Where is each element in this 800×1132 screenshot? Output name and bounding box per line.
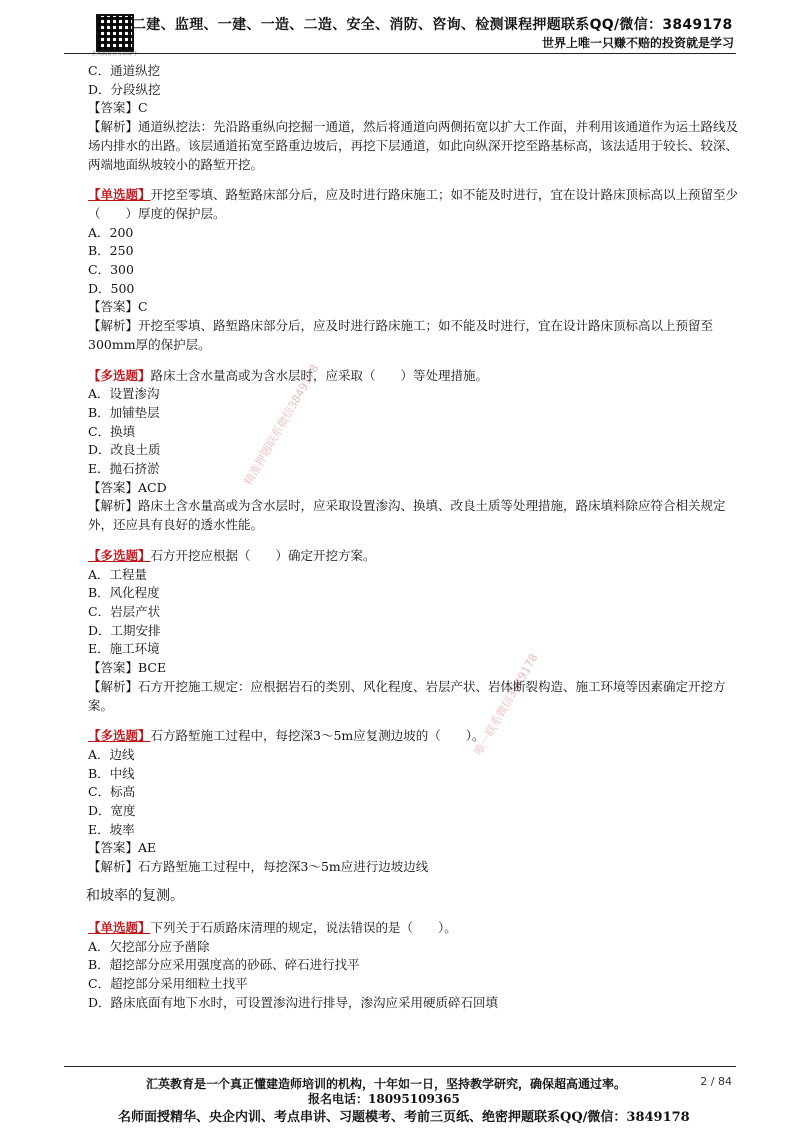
page-header xyxy=(0,0,800,64)
question-stem: 下列关于石质路床清理的规定，说法错误的是（ ）。 xyxy=(150,919,457,935)
option: B．250 xyxy=(88,243,134,259)
option: B．加铺垫层 xyxy=(88,404,160,420)
footer-phone: 报名电话：18095109365 xyxy=(308,1092,460,1106)
option: D．宽度 xyxy=(88,803,136,819)
option: E．施工环境 xyxy=(88,641,160,657)
page-number: 2 / 84 xyxy=(700,1075,732,1088)
answer: 【答案】C xyxy=(88,100,148,116)
footer-tagline: 汇英教育是一个真正懂建造师培训的机构，十年如一日，坚持教学研究，确保超高通过率。 xyxy=(146,1077,627,1091)
question-stem: 开挖至零填、路堑路床部分后，应及时进行路床施工；如不能及时进行，宜在设计路床顶标高以上预留至少（ ）厚度的保护层。 xyxy=(88,187,739,221)
analysis: 【解析】石方开挖施工规定：应根据岩石的类别、风化程度、岩层产状、岩体断裂构造、施工环境等因素确定开挖方案。 xyxy=(88,678,726,713)
question-stem: 路床土含水量高或为含水层时，应采取（ ）等处理措施。 xyxy=(150,367,489,383)
qr-code xyxy=(96,14,134,52)
question-type-tag: 【多选题】 xyxy=(88,367,151,383)
answer: 【答案】ACD xyxy=(88,479,167,495)
analysis: 【解析】石方路堑施工过程中，每挖深3～5m应进行边坡边线 xyxy=(88,859,429,875)
analysis: 【解析】路床土含水量高或为含水层时，应采取设置渗沟、换填、改良土质等处理措施，路床填料除应符合相关规定外，还应具有良好的透水性能。 xyxy=(88,498,726,533)
analysis: 【解析】通道纵挖法：先沿路重纵向挖掘一通道，然后将通道向两侧拓宽以扩大工作面，并利用该通道作为运土路线及场内排水的出路。该层通道拓宽至路重边坡后，再挖下层通道，如此向纵深开挖至路基标高，该法适用于较长、较深、两端地面纵坡较小的路堑开挖。 xyxy=(88,119,739,172)
option: B．超挖部分应采用强度高的砂砾、碎石进行找平 xyxy=(88,957,360,973)
question-2 xyxy=(88,367,748,386)
question-1 xyxy=(88,186,748,223)
footer-divider xyxy=(64,1066,736,1067)
qr-caption: 汇英教育官方公众号 xyxy=(92,51,138,57)
option: C．换填 xyxy=(88,423,136,439)
option: A．工程量 xyxy=(88,566,148,582)
analysis: 【解析】开挖至零填、路堑路床部分后，应及时进行路床施工；如不能及时进行，宜在设计路床顶标高以上预留至300mm厚的保护层。 xyxy=(88,318,714,352)
answer: 【答案】BCE xyxy=(88,660,167,676)
header-title: 二建、监理、一建、一造、二造、安全、消防、咨询、检测课程押题联系QQ/微信：3849178 xyxy=(132,17,733,33)
question-stem: 石方路堑施工过程中，每挖深3～5m应复测边坡的（ ）。 xyxy=(150,728,485,744)
option: B．风化程度 xyxy=(88,585,160,601)
answer: 【答案】AE xyxy=(88,840,157,856)
header-divider xyxy=(64,53,736,54)
option: C．通道纵挖 xyxy=(88,63,161,78)
question-type-tag: 【多选题】 xyxy=(88,728,151,744)
question-type-tag: 【多选题】 xyxy=(88,547,151,563)
answer: 【答案】C xyxy=(88,299,148,315)
option: D．工期安排 xyxy=(88,622,161,638)
document-body xyxy=(88,62,748,1012)
option: C．岩层产状 xyxy=(88,603,161,619)
header-slogan: 世界上唯一只赚不赔的投资就是学习 xyxy=(541,36,734,50)
option: E．坡率 xyxy=(88,821,135,837)
question-4 xyxy=(88,727,748,746)
option: D．路床底面有地下水时，可设置渗沟进行排导，渗沟应采用硬质碎石回填 xyxy=(88,994,499,1010)
option: B．中线 xyxy=(88,765,135,781)
question-stem: 石方开挖应根据（ ）确定开挖方案。 xyxy=(150,547,376,563)
watermark-text-2: 唯一联系微信3849178 xyxy=(471,651,541,758)
option: A．设置渗沟 xyxy=(88,386,160,402)
option: A．200 xyxy=(88,224,134,240)
question-type-tag: 【单选题】 xyxy=(88,919,151,935)
footer-contact: 名师面授精华、央企内训、考点串讲、习题模考、考前三页纸、绝密押题联系QQ/微信：3849178 xyxy=(118,1110,690,1125)
option: C．标高 xyxy=(88,784,136,800)
page-footer xyxy=(0,1066,800,1132)
option: D．500 xyxy=(88,280,135,296)
option: A．欠挖部分应予凿除 xyxy=(88,938,210,954)
analysis-continuation: 和坡率的复测。 xyxy=(86,887,184,904)
option: D．改良土质 xyxy=(88,442,161,458)
question-3 xyxy=(88,547,748,566)
question-type-tag: 【单选题】 xyxy=(88,187,151,203)
option: E．抛石挤淤 xyxy=(88,461,160,477)
option: A．边线 xyxy=(88,746,135,762)
question-5 xyxy=(88,919,748,938)
option: D．分段纵挖 xyxy=(88,81,161,97)
option: C．300 xyxy=(88,262,134,278)
watermark-text-1: 精准押题联系微信3849178 xyxy=(241,362,322,488)
option: C．超挖部分采用细粒土找平 xyxy=(88,975,248,991)
